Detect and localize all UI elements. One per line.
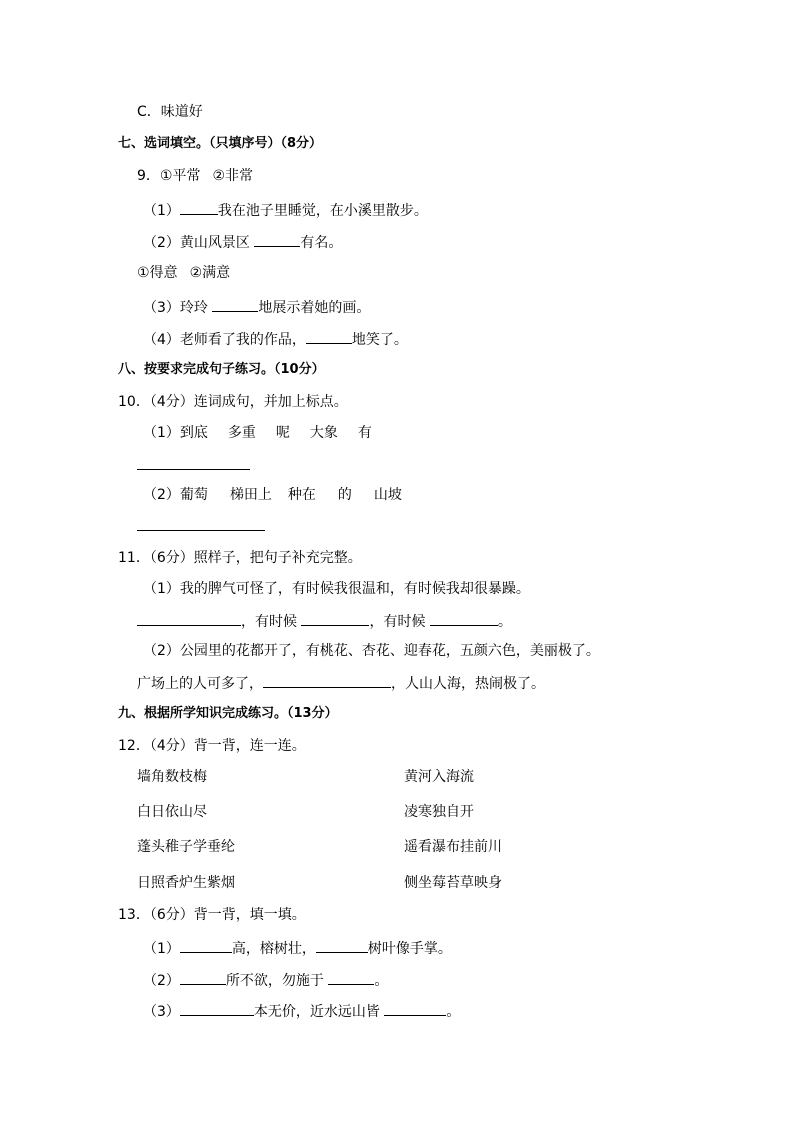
answer-blank[interactable]: [430, 611, 498, 626]
answer-blank[interactable]: [301, 611, 369, 626]
match-left-2[interactable]: 白日依山尽: [137, 804, 207, 820]
section-8-title: 八、按要求完成句子练习。（10分）: [118, 362, 325, 377]
q10-1-words: （1）到底 多重 呢 大象 有: [143, 425, 372, 441]
q13-item-3: （3） 本无价，近水远山皆 。: [143, 1001, 460, 1021]
q9-option-3: ①得意: [137, 265, 178, 281]
match-left-4[interactable]: 日照香炉生紫烟: [137, 875, 235, 891]
answer-blank[interactable]: [306, 329, 352, 344]
match-right-4[interactable]: 侧坐莓苔草映身: [404, 875, 502, 891]
q13-item-2: （2） 所不欲，勿施于 。: [143, 970, 388, 990]
q9-item-4: （4）老师看了我的作品， 地笑了。: [143, 329, 408, 349]
answer-blank[interactable]: [254, 232, 300, 247]
q10-stem: 10．（4分）连词成句，并加上标点。: [118, 394, 348, 410]
q10-1-answer-line[interactable]: [137, 469, 250, 470]
answer-blank[interactable]: [328, 970, 374, 985]
q9-options-row-2: [137, 264, 230, 282]
answer-blank[interactable]: [316, 938, 368, 953]
answer-blank[interactable]: [180, 200, 218, 215]
answer-blank[interactable]: [263, 673, 391, 688]
q11-1-example: （1）我的脾气可怪了，有时候我很温和，有时候我却很暴躁。: [143, 581, 530, 597]
q9-option-2: ②非常: [212, 168, 254, 184]
answer-blank[interactable]: [180, 938, 232, 953]
q13-item-1: （1） 高，榕树壮， 树叶像手掌。: [143, 938, 452, 958]
match-left-1[interactable]: 墙角数枝梅: [137, 769, 207, 785]
option-c: C．味道好: [137, 104, 203, 120]
match-right-2[interactable]: 凌寒独自开: [404, 804, 474, 820]
q10-2-words: （2）葡萄 梯田上 种在 的 山坡: [143, 487, 402, 503]
q9-option-4: ②满意: [189, 265, 231, 281]
match-right-1[interactable]: 黄河入海流: [404, 769, 474, 785]
match-right-3[interactable]: 遥看瀑布挂前川: [404, 839, 502, 855]
q11-stem: 11．（6分）照样子，把句子补充完整。: [118, 550, 362, 566]
q10-2-answer-line[interactable]: [137, 530, 265, 531]
q9-item-1: （1） 我在池子里睡觉，在小溪里散步。: [143, 200, 428, 220]
q11-1-fill: ，有时候 ，有时候 。: [137, 611, 512, 631]
q9-item-2: （2）黄山风景区 有名。: [143, 232, 342, 252]
q13-stem: 13．（6分）背一背，填一填。: [118, 907, 306, 923]
q9-option-1: ①平常: [159, 168, 201, 184]
q9-label: 9．: [137, 168, 160, 184]
answer-blank[interactable]: [384, 1001, 446, 1016]
answer-blank[interactable]: [180, 1001, 254, 1016]
section-9-title: 九、根据所学知识完成练习。（13分）: [118, 706, 338, 721]
section-7-title: 七、选词填空。（只填序号）（8分）: [118, 136, 323, 151]
answer-blank[interactable]: [137, 611, 241, 626]
q12-stem: 12．（4分）背一背，连一连。: [118, 738, 306, 754]
answer-blank[interactable]: [180, 970, 226, 985]
q11-2-fill: 广场上的人可多了， ，人山人海，热闹极了。: [137, 673, 545, 693]
answer-blank[interactable]: [212, 297, 258, 312]
match-left-3[interactable]: 蓬头稚子学垂纶: [137, 839, 235, 855]
q9-item-3: （3）玲玲 地展示着她的画。: [143, 297, 370, 317]
q9-options-row: [137, 167, 253, 185]
q11-2-example: （2）公园里的花都开了，有桃花、杏花、迎春花，五颜六色，美丽极了。: [143, 643, 600, 659]
